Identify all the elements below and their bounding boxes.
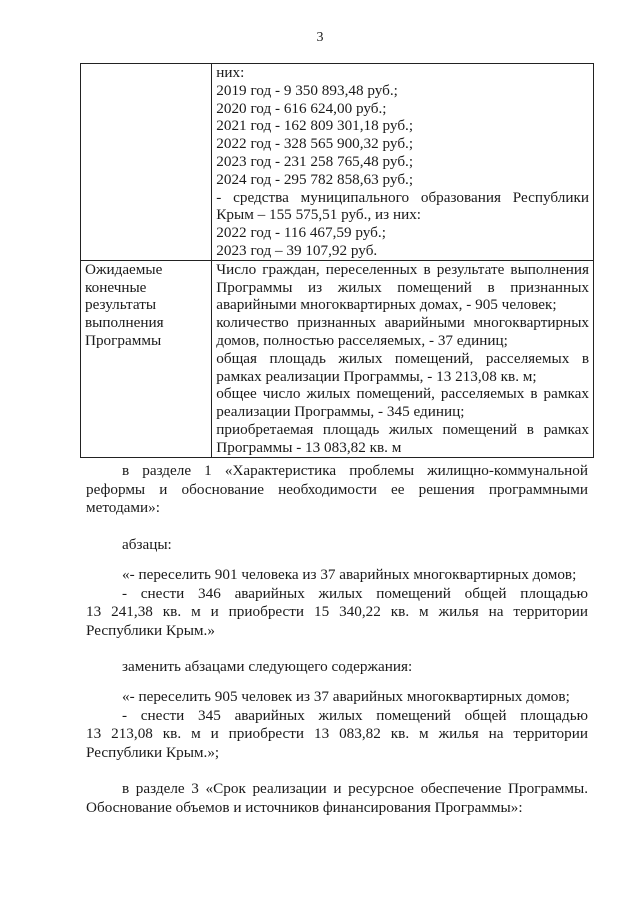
text-line: 13 241,38 кв. м и приобрести 15 340,22 кв. м жилья на территории (86, 603, 588, 621)
result-line: реализации Программы, - 345 единиц; (216, 403, 465, 421)
financing-line: 2022 год - 328 565 900,32 руб.; (216, 135, 414, 153)
results-label-cell (81, 260, 212, 457)
paragraph-old-text (86, 566, 588, 640)
text-line: методами»: (86, 499, 160, 517)
label-line: результаты (85, 296, 157, 314)
paragraph-section3 (86, 780, 588, 817)
text-line: Обоснование объемов и источников финансирования Программы»: (86, 798, 523, 816)
label-line: Ожидаемые (85, 260, 163, 278)
result-line: домов, полностью расселяемых, - 37 единиц; (216, 331, 508, 349)
financing-line: 2019 год - 9 350 893,48 руб.; (216, 81, 398, 99)
financing-line: 2020 год - 616 624,00 руб.; (216, 99, 387, 117)
text-line: Республики Крым.» (86, 621, 215, 639)
text-line: в разделе 1 «Характеристика проблемы жилищно-коммунальной (122, 462, 588, 479)
result-line: рамках реализации Программы, - 13 213,08 кв. м; (216, 367, 537, 385)
result-line: Программы из жилых помещений в признанных (216, 278, 589, 296)
program-passport-table (80, 63, 594, 458)
financing-cell (212, 64, 594, 261)
financing-line: 2023 год – 39 107,92 руб. (216, 241, 378, 259)
financing-line: 2022 год - 116 467,59 руб.; (216, 224, 386, 242)
text-line: реформы и обоснование необходимости ее решения программными (86, 480, 588, 498)
text-line: 13 213,08 кв. м и приобрести 13 083,82 кв. м жилья на территории (86, 725, 588, 743)
result-line: общая площадь жилых помещений, расселяемых в (216, 349, 589, 367)
text-line: «- переселить 905 человек из 37 аварийных многоквартирных домов; (122, 688, 570, 705)
results-cell (212, 260, 594, 457)
label-line: конечные (85, 278, 147, 296)
result-line: приобретаемая площадь жилых помещений в рамках (216, 420, 589, 438)
text-line: «- переселить 901 человека из 37 аварийных многоквартирных домов; (122, 566, 577, 583)
text-line: Республики Крым.»; (86, 743, 220, 761)
result-line: количество признанных аварийными многоквартирных (216, 314, 589, 332)
financing-line: Крым – 155 575,51 руб., из них: (216, 206, 422, 224)
financing-line: 2023 год - 231 258 765,48 руб.; (216, 152, 414, 170)
text-line: заменить абзацами следующего содержания: (122, 658, 413, 675)
text-line: - снести 345 аварийных жилых помещений общей площадью (122, 706, 588, 724)
table-row (81, 260, 594, 457)
result-line: аварийными многоквартирных домах, - 905 человек; (216, 296, 557, 314)
text-line: абзацы: (122, 536, 172, 553)
label-line: выполнения (85, 314, 164, 332)
financing-line: 2024 год - 295 782 858,63 руб.; (216, 170, 414, 188)
result-line: Число граждан, переселенных в результате выполнения (216, 260, 589, 278)
result-line: Программы - 13 083,82 кв. м (216, 438, 402, 456)
financing-line: 2021 год - 162 809 301,18 руб.; (216, 117, 414, 135)
financing-line: них: (216, 64, 245, 81)
paragraph-abzatsy (86, 536, 588, 555)
page-number: 3 (316, 30, 324, 45)
financing-line: - средства муниципального образования Республики (216, 188, 589, 206)
paragraph-new-text (86, 688, 588, 762)
table-cell-empty (81, 64, 212, 261)
table-row (81, 64, 594, 261)
paragraph-replace (86, 658, 588, 677)
label-line: Программы (85, 331, 162, 349)
paragraph-section1 (86, 462, 588, 518)
text-line: - снести 346 аварийных жилых помещений общей площадью (122, 584, 588, 602)
result-line: общее число жилых помещений, расселяемых в рамках (216, 385, 589, 403)
text-line: в разделе 3 «Срок реализации и ресурсное обеспечение Программы. (122, 780, 588, 797)
